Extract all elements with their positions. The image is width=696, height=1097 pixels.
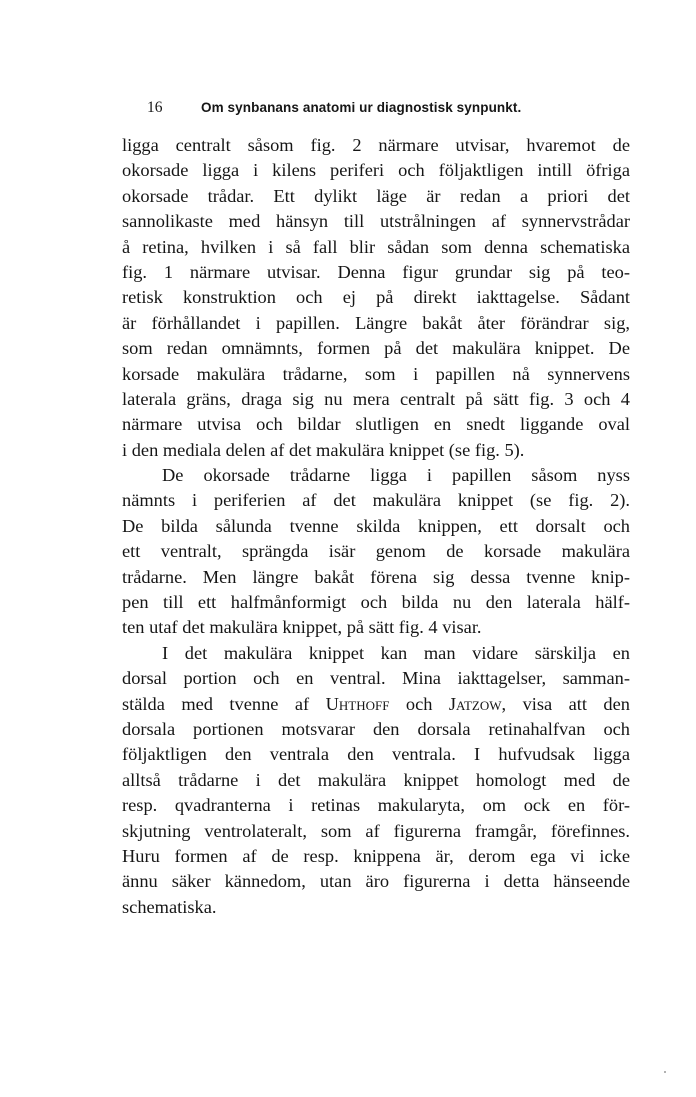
text-line: nämnts i periferien af det makulära knippet (se fig. 2). bbox=[122, 490, 630, 511]
author-name: Jatzow, bbox=[448, 693, 507, 714]
text-line: okorsade trådar. Ett dylikt läge är redan a priori det bbox=[122, 185, 630, 206]
text-fragment: visa att den bbox=[522, 693, 630, 714]
text-line: De okorsade trådarne ligga i papillen såsom nyss bbox=[162, 465, 630, 486]
text-line: sannolikaste med hänsyn till utstrålningen af synnervstrådar bbox=[122, 211, 630, 232]
text-line: dorsala portionen motsvarar den dorsala retinahalfvan och bbox=[122, 718, 630, 739]
text-line: följaktligen den ventrala den ventrala. I hufvudsak ligga bbox=[122, 744, 630, 765]
text-line: schematiska. bbox=[122, 896, 217, 917]
text-line: resp. qvadranterna i retinas makularyta, om ock en för- bbox=[122, 795, 630, 816]
text-line: korsade makulära trådarne, som i papillen nå synnervens bbox=[122, 363, 630, 384]
text-line: alltså trådarne i det makulära knippet homologt med de bbox=[122, 769, 630, 790]
text-line: okorsade ligga i kilens periferi och följaktligen intill öfriga bbox=[122, 160, 630, 181]
text-line: är förhållandet i papillen. Längre bakåt åter förändrar sig, bbox=[122, 312, 630, 333]
text-line: fig. 1 närmare utvisar. Denna figur grundar sig på teo- bbox=[122, 261, 630, 282]
text-line: I det makulära knippet kan man vidare särskilja en bbox=[162, 642, 630, 663]
text-line: pen till ett halfmånformigt och bilda nu den laterala hälf- bbox=[122, 592, 630, 613]
author-name: Uhthoff bbox=[325, 693, 390, 714]
text-line bbox=[122, 692, 630, 717]
text-line: skjutning ventrolateralt, som af figurerna framgår, förefinnes. bbox=[122, 820, 630, 841]
text-line: ett ventralt, sprängda isär genom de korsade makulära bbox=[122, 541, 630, 562]
page-number: 16 bbox=[147, 99, 163, 116]
text-line: dorsal portion och en ventral. Mina iakttagelser, samman- bbox=[122, 668, 630, 689]
text-line: retisk konstruktion och ej på direkt iakttagelse. Sådant bbox=[122, 287, 630, 308]
text-line: ligga centralt såsom fig. 2 närmare utvisar, hvaremot de bbox=[122, 135, 630, 155]
running-title: Om synbanans anatomi ur diagnostisk synpunkt. bbox=[201, 100, 522, 115]
body-text bbox=[122, 133, 630, 920]
text-line: närmare utvisa och bildar slutligen en snedt liggande oval bbox=[122, 414, 630, 435]
text-line: De bilda sålunda tvenne skilda knippen, ett dorsalt och bbox=[122, 515, 630, 536]
text-line: trådarne. Men längre bakåt förena sig dessa tvenne knip- bbox=[122, 566, 630, 587]
text-line: laterala gräns, draga sig nu mera centralt på sätt fig. 3 och 4 bbox=[122, 388, 630, 409]
text-line: ten utaf det makulära knippet, på sätt fig. 4 visar. bbox=[122, 617, 482, 638]
paper-speck bbox=[664, 1071, 666, 1073]
text-fragment: och bbox=[405, 693, 433, 714]
text-line: Huru formen af de resp. knippena är, derom ega vi icke bbox=[122, 845, 630, 866]
text-fragment: stälda med tvenne af bbox=[122, 693, 310, 714]
text-line: ännu säker kännedom, utan äro figurerna i detta hänseende bbox=[122, 871, 630, 892]
text-line: som redan omnämnts, formen på det makulära knippet. De bbox=[122, 338, 630, 359]
text-line: i den mediala delen af det makulära knippet (se fig. 5). bbox=[122, 439, 525, 460]
text-line: å retina, hvilken i så fall blir sådan som denna schematiska bbox=[122, 236, 630, 257]
running-header bbox=[147, 96, 607, 120]
